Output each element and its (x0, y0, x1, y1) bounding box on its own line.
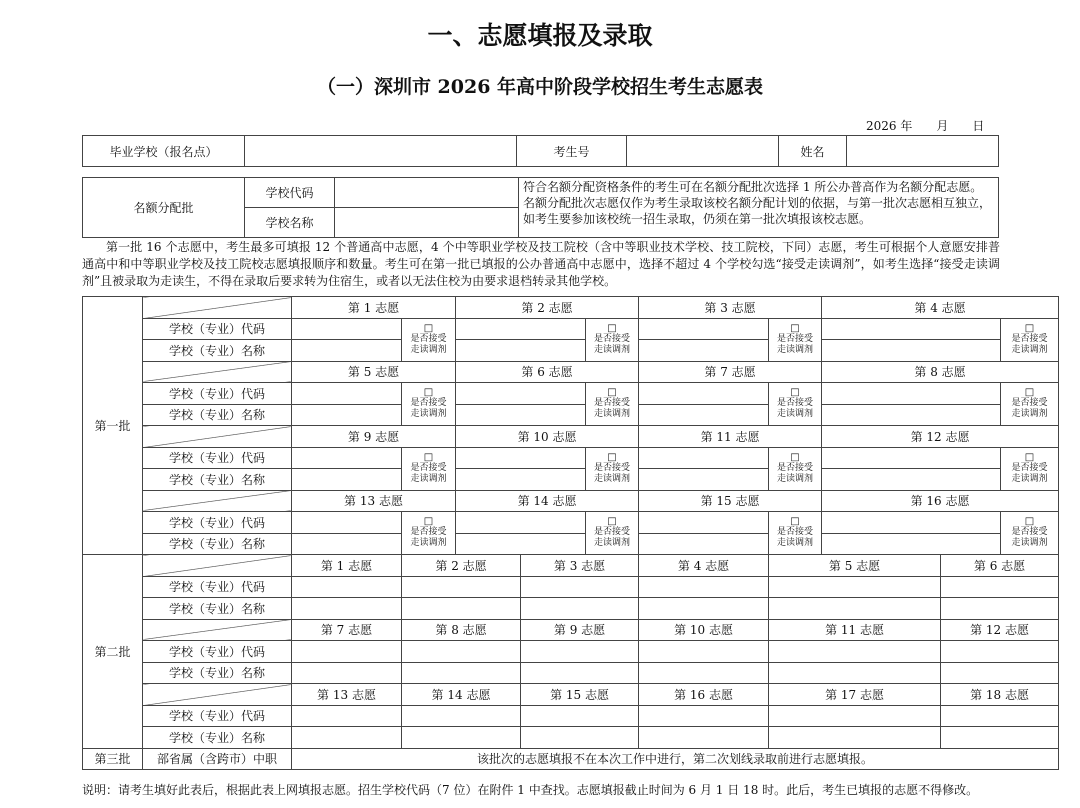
day-student-checkbox[interactable] (1001, 318, 1059, 361)
school-name-field[interactable] (639, 469, 769, 491)
school-code-field[interactable] (639, 447, 769, 469)
checkbox-label: 是否接受 (777, 527, 814, 537)
checkbox-label: 走读调剂 (594, 538, 631, 548)
day-student-checkbox[interactable] (769, 447, 822, 490)
school-name-field[interactable] (822, 533, 1001, 555)
choice-header: 第 12 志愿 (941, 619, 1059, 641)
school-code-field[interactable] (292, 318, 402, 340)
school-code-field[interactable] (769, 705, 941, 727)
checkbox-icon[interactable]: □ (423, 322, 434, 334)
checkbox-icon[interactable]: □ (790, 322, 800, 334)
school-code-field[interactable] (292, 383, 402, 405)
footer-note: 说明：请考生填好此表后，根据此表上网填报志愿。招生学校代码（7 位）在附件 1 中查找。志愿填报截止时间为 6 月 1 日 18 时。此后，考生已填报的志愿不得修改。 (82, 783, 979, 797)
exam-no-field[interactable] (627, 136, 779, 167)
school-name-field[interactable] (941, 598, 1059, 620)
choice-header: 第 6 志愿 (941, 555, 1059, 577)
code-row-label: 学校（专业）代码 (143, 383, 292, 405)
checkbox-label: 走读调剂 (1011, 473, 1048, 484)
diagonal-cell (143, 297, 292, 319)
school-code-field[interactable] (769, 576, 941, 598)
choice-header: 第 15 志愿 (521, 684, 639, 706)
checkbox-label: 是否接受 (1011, 398, 1048, 408)
choice-header: 第 2 志愿 (456, 297, 639, 319)
school-name-field[interactable] (769, 598, 941, 620)
school-name-field[interactable] (292, 404, 402, 426)
choice-header: 第 5 志愿 (769, 555, 941, 577)
choice-header: 第 4 志愿 (822, 297, 1059, 319)
quota-name-label: 学校名称 (245, 208, 335, 238)
day-student-checkbox[interactable] (1001, 512, 1059, 555)
choice-header: 第 7 志愿 (292, 619, 402, 641)
checkbox-label: 走读调剂 (594, 344, 631, 355)
day-student-checkbox[interactable] (586, 447, 639, 490)
school-name-field[interactable] (292, 533, 402, 555)
school-name-field[interactable] (639, 340, 769, 362)
school-code-field[interactable] (639, 641, 769, 663)
checkbox-label: 是否接受 (410, 398, 447, 408)
day-student-checkbox[interactable] (402, 383, 456, 426)
school-name-field[interactable] (639, 533, 769, 555)
choice-header: 第 8 志愿 (822, 361, 1059, 383)
school-name-field[interactable] (639, 598, 769, 620)
name-row-label: 学校（专业）名称 (143, 662, 292, 684)
checkbox-label: 走读调剂 (410, 473, 447, 484)
school-name-field[interactable] (639, 662, 769, 684)
school-name-field[interactable] (941, 727, 1059, 749)
diagonal-cell (143, 361, 292, 383)
school-name-field[interactable] (402, 727, 521, 749)
quota-batch-label: 名额分配批 (83, 178, 245, 238)
choice-header: 第 3 志愿 (639, 297, 822, 319)
checkbox-label: 走读调剂 (410, 409, 447, 419)
choice-header: 第 7 志愿 (639, 361, 822, 383)
checkbox-label: 走读调剂 (777, 538, 814, 548)
school-code-field[interactable] (639, 318, 769, 340)
school-name-field[interactable] (822, 340, 1001, 362)
school-name-field[interactable] (521, 662, 639, 684)
code-row-label: 学校（专业）代码 (143, 641, 292, 663)
school-name-field[interactable] (402, 662, 521, 684)
choice-header: 第 11 志愿 (769, 619, 941, 641)
school-code-field[interactable] (456, 318, 586, 340)
batch3-category: 部省属（含跨市）中职 (143, 748, 292, 770)
day-student-checkbox[interactable] (769, 318, 822, 361)
choice-header: 第 10 志愿 (639, 619, 769, 641)
checkbox-label: 走读调剂 (777, 344, 814, 355)
school-code-field[interactable] (292, 705, 402, 727)
quota-table (82, 177, 999, 238)
choice-header: 第 13 志愿 (292, 684, 402, 706)
school-name-field[interactable] (521, 598, 639, 620)
school-code-field[interactable] (402, 641, 521, 663)
school-code-field[interactable] (941, 576, 1059, 598)
school-code-field[interactable] (521, 641, 639, 663)
school-code-field[interactable] (456, 512, 586, 534)
checkbox-icon[interactable]: □ (1024, 516, 1035, 527)
name-row-label: 学校（专业）名称 (143, 727, 292, 749)
school-label: 毕业学校（报名点） (83, 136, 245, 167)
date-line: 2026 年 月 日 (866, 119, 985, 133)
choice-header: 第 8 志愿 (402, 619, 521, 641)
checkbox-icon[interactable]: □ (790, 516, 800, 527)
school-code-field[interactable] (402, 705, 521, 727)
checkbox-icon[interactable]: □ (423, 451, 434, 463)
school-name-field[interactable] (402, 598, 521, 620)
quota-name-field[interactable] (335, 208, 519, 238)
school-code-field[interactable] (292, 447, 402, 469)
checkbox-icon[interactable]: □ (1024, 451, 1035, 463)
name-row-label: 学校（专业）名称 (143, 340, 292, 362)
checkbox-icon[interactable]: □ (423, 387, 434, 398)
checkbox-label: 是否接受 (1011, 333, 1048, 344)
checkbox-icon[interactable]: □ (607, 387, 617, 398)
day-student-checkbox[interactable] (402, 512, 456, 555)
school-code-field[interactable] (769, 641, 941, 663)
checkbox-icon[interactable]: □ (790, 387, 800, 398)
code-row-label: 学校（专业）代码 (143, 447, 292, 469)
school-name-field[interactable] (769, 727, 941, 749)
school-field[interactable] (245, 136, 517, 167)
school-name-field[interactable] (769, 662, 941, 684)
quota-code-label: 学校代码 (245, 178, 335, 208)
exam-no-label: 考生号 (517, 136, 627, 167)
student-name-field[interactable] (847, 136, 999, 167)
checkbox-label: 是否接受 (777, 398, 814, 408)
choice-header: 第 12 志愿 (822, 426, 1059, 448)
day-student-checkbox[interactable] (1001, 447, 1059, 490)
choice-header: 第 6 志愿 (456, 361, 639, 383)
checkbox-label: 是否接受 (594, 462, 631, 473)
school-name-field[interactable] (521, 727, 639, 749)
school-name-field[interactable] (941, 662, 1059, 684)
diagonal-cell (143, 555, 292, 577)
batch3-label: 第三批 (83, 748, 143, 770)
choice-header: 第 9 志愿 (521, 619, 639, 641)
school-name-field[interactable] (292, 727, 402, 749)
choice-header: 第 10 志愿 (456, 426, 639, 448)
day-student-checkbox[interactable] (402, 447, 456, 490)
name-row-label: 学校（专业）名称 (143, 533, 292, 555)
checkbox-label: 是否接受 (1011, 527, 1048, 537)
checkbox-label: 走读调剂 (1011, 538, 1048, 548)
choice-header: 第 16 志愿 (639, 684, 769, 706)
checkbox-icon[interactable]: □ (607, 516, 617, 527)
form-subtitle: （一）深圳市 2026 年高中阶段学校招生考生志愿表 (316, 76, 764, 98)
school-code-field[interactable] (822, 383, 1001, 405)
choice-header: 第 9 志愿 (292, 426, 456, 448)
school-code-field[interactable] (456, 447, 586, 469)
day-student-checkbox[interactable] (1001, 383, 1059, 426)
checkbox-icon[interactable]: □ (423, 516, 434, 527)
choice-header: 第 11 志愿 (639, 426, 822, 448)
code-row-label: 学校（专业）代码 (143, 705, 292, 727)
checkbox-label: 走读调剂 (777, 409, 814, 419)
batch1-label: 第一批 (83, 297, 143, 555)
school-code-field[interactable] (521, 576, 639, 598)
instruction-paragraph: 第一批 16 个志愿中，考生最多可填报 12 个普通高中志愿，4 个中等职业学校及技工院校（含中等职业技术学校、技工院校，下同）志愿，考生可根据个人意愿安排普通高中和中等职业学校及技工院校志愿填报顺序和数量。考生可在第一批已填报的公办普通高中志愿中，选择不超过 4 个学校勾选“接受走读调剂”，如考生选择“接受走读调剂”且被录取为走读生，不得在录取后要求转为住宿生，或者以无法住校为由要求退档转录其他学校。 (82, 240, 1000, 288)
checkbox-label: 是否接受 (594, 398, 631, 408)
checkbox-label: 走读调剂 (777, 473, 814, 484)
student-name-label: 姓名 (779, 136, 847, 167)
checkbox-label: 是否接受 (594, 333, 631, 344)
checkbox-icon[interactable]: □ (1024, 387, 1035, 398)
day-student-checkbox[interactable] (402, 318, 456, 361)
checkbox-label: 是否接受 (594, 527, 631, 537)
choice-header: 第 16 志愿 (822, 490, 1059, 512)
school-code-field[interactable] (292, 512, 402, 534)
quota-note: 符合名额分配资格条件的考生可在名额分配批次选择 1 所公办普高作为名额分配志愿。名额分配批次志愿仅作为考生录取该校名额分配计划的依据，与第一批次志愿相互独立，如考生要参加该校统一招生录取，仍须在第一批次填报该校志愿。 (519, 178, 999, 238)
batch3-note: 该批次的志愿填报不在本次工作中进行，第二次划线录取前进行志愿填报。 (292, 748, 1059, 770)
diagonal-cell (143, 426, 292, 448)
page-title: 一、志愿填报及录取 (427, 21, 653, 50)
school-name-field[interactable] (822, 469, 1001, 491)
day-student-checkbox[interactable] (586, 512, 639, 555)
school-code-field[interactable] (639, 705, 769, 727)
choice-header: 第 15 志愿 (639, 490, 822, 512)
checkbox-label: 走读调剂 (410, 344, 447, 355)
school-code-field[interactable] (639, 512, 769, 534)
school-name-field[interactable] (456, 340, 586, 362)
name-row-label: 学校（专业）名称 (143, 404, 292, 426)
day-student-checkbox[interactable] (586, 383, 639, 426)
checkbox-icon[interactable]: □ (607, 322, 617, 334)
school-name-field[interactable] (292, 598, 402, 620)
choice-header: 第 18 志愿 (941, 684, 1059, 706)
checkbox-label: 走读调剂 (594, 473, 631, 484)
choice-header: 第 5 志愿 (292, 361, 456, 383)
choice-header: 第 14 志愿 (456, 490, 639, 512)
school-name-field[interactable] (456, 469, 586, 491)
school-code-field[interactable] (822, 318, 1001, 340)
checkbox-label: 走读调剂 (594, 409, 631, 419)
school-code-field[interactable] (639, 383, 769, 405)
school-name-field[interactable] (639, 404, 769, 426)
checkbox-icon[interactable]: □ (1024, 322, 1035, 334)
checkbox-label: 走读调剂 (1011, 344, 1048, 355)
school-name-field[interactable] (292, 469, 402, 491)
quota-code-field[interactable] (335, 178, 519, 208)
day-student-checkbox[interactable] (769, 383, 822, 426)
choice-header: 第 1 志愿 (292, 555, 402, 577)
checkbox-label: 走读调剂 (1011, 409, 1048, 419)
choice-header: 第 13 志愿 (292, 490, 456, 512)
choice-header: 第 17 志愿 (769, 684, 941, 706)
school-code-field[interactable] (292, 641, 402, 663)
choice-header: 第 3 志愿 (521, 555, 639, 577)
day-student-checkbox[interactable] (769, 512, 822, 555)
school-name-field[interactable] (292, 662, 402, 684)
school-name-field[interactable] (456, 404, 586, 426)
diagonal-cell (143, 684, 292, 706)
diagonal-cell (143, 490, 292, 512)
student-info-table (82, 135, 999, 167)
checkbox-label: 是否接受 (777, 333, 814, 344)
checkbox-label: 是否接受 (1011, 462, 1048, 473)
school-code-field[interactable] (521, 705, 639, 727)
school-code-field[interactable] (822, 447, 1001, 469)
school-name-field[interactable] (822, 404, 1001, 426)
code-row-label: 学校（专业）代码 (143, 318, 292, 340)
checkbox-label: 是否接受 (777, 462, 814, 473)
checkbox-label: 是否接受 (410, 333, 447, 344)
name-row-label: 学校（专业）名称 (143, 469, 292, 491)
checkbox-icon[interactable]: □ (790, 451, 800, 463)
school-name-field[interactable] (639, 727, 769, 749)
code-row-label: 学校（专业）代码 (143, 576, 292, 598)
diagonal-cell (143, 619, 292, 641)
school-code-field[interactable] (941, 641, 1059, 663)
choice-header: 第 4 志愿 (639, 555, 769, 577)
school-code-field[interactable] (292, 576, 402, 598)
day-student-checkbox[interactable] (586, 318, 639, 361)
batch2-label: 第二批 (83, 555, 143, 749)
school-name-field[interactable] (292, 340, 402, 362)
checkbox-icon[interactable]: □ (607, 451, 617, 463)
choice-header: 第 2 志愿 (402, 555, 521, 577)
school-code-field[interactable] (822, 512, 1001, 534)
choice-header: 第 1 志愿 (292, 297, 456, 319)
school-name-field[interactable] (456, 533, 586, 555)
school-code-field[interactable] (639, 576, 769, 598)
school-code-field[interactable] (941, 705, 1059, 727)
checkbox-label: 是否接受 (410, 527, 447, 537)
checkbox-label: 走读调剂 (410, 538, 447, 548)
checkbox-label: 是否接受 (410, 462, 447, 473)
name-row-label: 学校（专业）名称 (143, 598, 292, 620)
school-code-field[interactable] (402, 576, 521, 598)
choice-header: 第 14 志愿 (402, 684, 521, 706)
code-row-label: 学校（专业）代码 (143, 512, 292, 534)
school-code-field[interactable] (456, 383, 586, 405)
choice-table (82, 296, 1059, 770)
